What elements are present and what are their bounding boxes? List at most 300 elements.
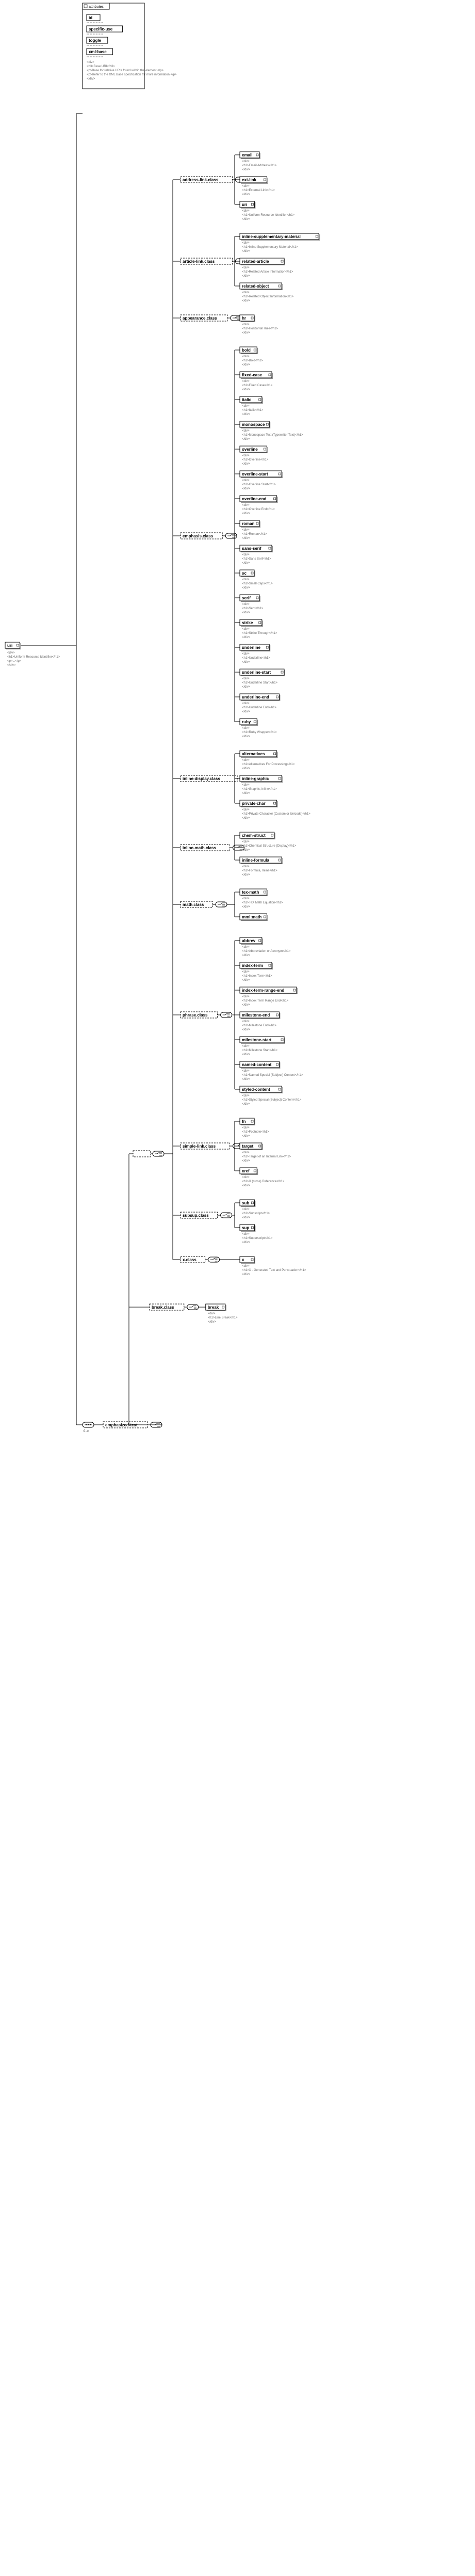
expand-icon[interactable] [281, 260, 283, 262]
element-underline-start-documentation [242, 677, 278, 689]
element-inline-formula-documentation-line: <h1>Formula, Inline</h1> [242, 869, 277, 872]
group-emphasis-class-label: emphasis.class [183, 534, 214, 538]
group-article-link-class-label: article-link.class [183, 259, 215, 264]
element-sc-label: sc [242, 571, 247, 576]
element-x-documentation-line: </div> [242, 1273, 251, 1276]
element-overline-end-documentation-line: <h1>Overline End</h1> [242, 508, 275, 511]
element-inline-formula[interactable] [240, 857, 283, 864]
element-uri-label: uri [242, 202, 248, 207]
element-target-documentation-line: </div> [242, 1159, 251, 1163]
expand-icon[interactable] [222, 1306, 224, 1308]
element-strike-label: strike [242, 621, 253, 625]
element-monospace-documentation [242, 430, 303, 441]
element-overline-start[interactable] [240, 471, 283, 478]
element-underline-documentation-line: <div> [242, 653, 250, 656]
element-serif-documentation-line: <div> [242, 603, 250, 606]
element-italic-label: italic [242, 397, 252, 402]
expand-icon[interactable] [274, 802, 276, 804]
element-ruby-documentation [242, 727, 277, 738]
group-phrase-class-choice [221, 1012, 232, 1017]
element-sc-documentation-line: <div> [242, 578, 250, 581]
element-xref-documentation-line: <h1>X (cross) Reference</h1> [242, 1180, 285, 1183]
expand-icon[interactable] [279, 285, 281, 287]
expand-icon[interactable] [251, 1227, 253, 1229]
element-underline-label: underline [242, 645, 261, 650]
element-target-documentation-line: <div> [242, 1151, 250, 1154]
element-sup[interactable] [240, 1225, 255, 1232]
element-milestone-start-label: milestone-start [242, 1038, 272, 1042]
element-fn-documentation-line: <h1>Footnote</h1> [242, 1131, 269, 1134]
element-index-term-documentation-line: <h1>Index Term</h1> [242, 975, 272, 978]
element-overline-label: overline [242, 447, 258, 452]
element-monospace-documentation-line: <div> [242, 430, 250, 433]
element-underline[interactable] [240, 644, 270, 651]
element-named-content-label: named-content [242, 1062, 272, 1067]
element-inline-graphic-documentation-line: <div> [242, 784, 250, 787]
element-uri-documentation-line: <div> [242, 210, 250, 213]
expand-icon[interactable] [259, 399, 261, 401]
element-underline-start-label: underline-start [242, 670, 271, 675]
element-chem-struct-documentation-line: </div> [242, 849, 251, 852]
group-phrase-class-choice-shape [221, 1012, 232, 1017]
inline-choice [153, 1151, 164, 1156]
element-overline-documentation [242, 454, 269, 466]
element-related-article[interactable] [240, 258, 285, 265]
expand-icon[interactable] [279, 859, 281, 861]
element-milestone-end-documentation [242, 1020, 277, 1031]
element-underline-documentation-line: <h1>Underline</h1> [242, 657, 270, 660]
element-overline-documentation-line: <div> [242, 454, 250, 457]
element-alternatives-documentation [242, 759, 295, 770]
element-overline-start-documentation-line: </div> [242, 487, 251, 490]
element-underline-end-documentation [242, 702, 277, 713]
element-inline-supplementary-material-documentation-line: <div> [242, 242, 250, 245]
element-x[interactable] [240, 1257, 255, 1264]
element-roman-documentation-line: <h1>Roman</h1> [242, 533, 267, 536]
attribute-id: id [89, 15, 93, 20]
expand-icon[interactable] [316, 235, 318, 237]
element-overline-start-documentation-line: <div> [242, 479, 250, 482]
expand-icon[interactable] [259, 940, 261, 942]
element-ext-link-documentation-line: <h1>External Link</h1> [242, 189, 275, 192]
element-related-object[interactable] [240, 283, 283, 290]
element-overline-end-label: overline-end [242, 497, 267, 501]
element-xref[interactable] [240, 1168, 258, 1175]
element-index-term[interactable] [240, 962, 273, 969]
expand-icon[interactable] [279, 473, 281, 475]
group-subsup-class-choice [221, 1213, 232, 1218]
element-inline-supplementary-material-label: inline-supplementary-material [242, 234, 301, 239]
expand-icon[interactable] [293, 989, 296, 991]
element-xref-documentation-line: <div> [242, 1176, 250, 1179]
element-private-char[interactable] [240, 800, 278, 807]
group-simple-link-class-label: simple-link.class [183, 1144, 216, 1149]
element-fn[interactable] [240, 1118, 255, 1125]
break-choice [187, 1305, 199, 1310]
element-private-char-documentation-line: </div> [242, 817, 251, 820]
element-tex-math-documentation-line: <h1>TeX Math Equation</h1> [242, 901, 283, 904]
element-milestone-start-documentation-line: <div> [242, 1045, 250, 1048]
element-sc-documentation-line: <h1>Small Caps</h1> [242, 582, 273, 585]
element-bold-documentation-line: <h1>Bold</h1> [242, 359, 264, 362]
element-fixed-case-documentation-line: </div> [242, 388, 251, 391]
element-related-object-documentation [242, 291, 294, 303]
element-underline-start[interactable] [240, 669, 285, 676]
element-strike-documentation-line: <h1>Strike Through</h1> [242, 632, 277, 635]
attribute-xml-base: xml:base [89, 50, 107, 54]
element-overline-start-documentation-line: <h1>Overline Start</h1> [242, 483, 276, 486]
element-named-content-documentation-line: <h1>Named Special (Subject) Content</h1> [242, 1074, 303, 1077]
expand-icon[interactable] [251, 1259, 253, 1261]
element-underline-documentation-line: </div> [242, 661, 251, 664]
element-index-term-range-end-documentation-line: </div> [242, 1004, 251, 1007]
expand-icon[interactable] [251, 317, 253, 319]
expand-icon[interactable] [256, 597, 258, 599]
group-subsup-class-label: subsup.class [183, 1213, 209, 1218]
element-abbrev-documentation-line: <h1>Abbreviation or Acronym</h1> [242, 950, 291, 953]
element-sup-documentation-line: <h1>Superscript</h1> [242, 1237, 273, 1240]
expand-icon[interactable] [274, 498, 276, 500]
element-monospace-label: monospace [242, 422, 265, 427]
expand-icon[interactable] [264, 916, 266, 918]
expand-icon[interactable] [274, 753, 276, 755]
element-strike-documentation-line: </div> [242, 636, 251, 639]
element-styled-content[interactable] [240, 1086, 283, 1093]
expand-icon[interactable] [269, 374, 271, 376]
group-appearance-class-label: appearance.class [183, 316, 217, 321]
element-x-documentation [242, 1265, 306, 1276]
element-roman-documentation-line: <div> [242, 529, 250, 532]
element-milestone-start[interactable] [240, 1037, 285, 1044]
element-ruby[interactable] [240, 719, 258, 726]
expand-icon[interactable] [256, 154, 258, 156]
group-inline-display-class-label: inline-display.class [183, 776, 220, 781]
root-documentation-line: </div> [7, 664, 16, 667]
element-sans-serif[interactable] [240, 545, 273, 552]
root-documentation-line: <p>...</p> [7, 660, 22, 663]
element-break-label: break [207, 1305, 219, 1310]
element-related-object-label: related-object [242, 284, 269, 289]
root-documentation-line: <h1>Uniform Resource Identifier</h1> [7, 656, 60, 659]
expand-icon[interactable] [264, 448, 266, 450]
element-hr[interactable] [240, 315, 255, 322]
element-strike[interactable] [240, 619, 263, 627]
element-underline-start-documentation-line: </div> [242, 686, 251, 689]
element-break-documentation-line: <div> [207, 1312, 216, 1315]
element-monospace-documentation-line: <h1>Monospace Text (Typewriter Text)</h1> [242, 434, 303, 437]
element-italic-documentation-line: <h1>Italic</h1> [242, 409, 264, 412]
element-styled-content-documentation-line: <div> [242, 1094, 250, 1098]
element-strike-documentation-line: <div> [242, 628, 250, 631]
element-sub[interactable] [240, 1200, 255, 1207]
expand-icon[interactable] [279, 777, 281, 780]
element-italic-documentation-line: </div> [242, 413, 251, 416]
element-ext-link-documentation [242, 185, 275, 196]
element-break-documentation [208, 1312, 238, 1324]
group-inline-math-class-label: inline-math.class [183, 846, 216, 850]
element-fixed-case-documentation-line: <div> [242, 380, 250, 383]
element-tex-math-documentation-line: <div> [242, 897, 250, 900]
element-inline-formula-documentation [242, 865, 277, 877]
expand-icon[interactable] [254, 349, 256, 351]
expand-icon[interactable] [266, 423, 268, 425]
element-sc[interactable] [240, 570, 255, 577]
element-related-object-documentation-line: <div> [242, 291, 250, 294]
element-milestone-end-documentation-line: </div> [242, 1028, 251, 1031]
element-bold-documentation [242, 355, 264, 367]
element-target-label: target [242, 1144, 254, 1149]
element-named-content[interactable] [240, 1061, 280, 1069]
element-milestone-end-documentation-line: <div> [242, 1020, 250, 1023]
element-hr-documentation-line: <div> [242, 323, 250, 326]
element-sup-label: sup [242, 1226, 250, 1230]
element-styled-content-documentation-line: <h1>Styled Special (Subject) Content</h1> [242, 1099, 302, 1102]
element-inline-graphic-documentation-line: <h1>Graphic, Inline</h1> [242, 788, 277, 791]
group-math-class-label: math.class [183, 902, 204, 907]
element-milestone-start-documentation-line: </div> [242, 1053, 251, 1056]
emphasized-text-label: emphasized-text [105, 1423, 138, 1427]
expand-icon[interactable] [259, 622, 261, 624]
element-fn-documentation [242, 1126, 269, 1138]
element-uri-documentation-line: <h1>Uniform Resource Identifier</h1> [242, 214, 295, 217]
element-serif-documentation [242, 603, 264, 614]
element-ext-link-documentation-line: <div> [242, 185, 250, 188]
element-private-char-documentation [242, 808, 310, 820]
element-private-char-label: private-char [242, 801, 266, 806]
root-element-uri-label: uri [7, 643, 13, 648]
element-serif[interactable] [240, 595, 260, 602]
element-bold-label: bold [242, 348, 251, 353]
element-ext-link[interactable] [240, 177, 268, 184]
element-sc-documentation-line: </div> [242, 586, 251, 590]
attributes-documentation-line: <div> [87, 61, 94, 64]
expand-icon[interactable] [266, 646, 268, 648]
element-monospace[interactable] [240, 421, 270, 428]
element-related-object-documentation-line: </div> [242, 299, 251, 303]
group-subsup-class-choice-shape [221, 1213, 232, 1218]
element-uri-documentation [242, 210, 295, 221]
element-overline-end-documentation-line: <div> [242, 504, 250, 507]
attributes-documentation-line: <h3>Base URI</h3> [87, 65, 115, 68]
expand-icon[interactable] [251, 572, 253, 574]
element-hr-label: hr [242, 316, 246, 321]
group-math-class-choice [216, 902, 227, 907]
element-underline-end[interactable] [240, 694, 280, 701]
expand-icon[interactable] [281, 671, 283, 673]
root-element-uri[interactable] [5, 642, 21, 649]
element-index-term-documentation [242, 971, 272, 982]
element-sans-serif-documentation-line: <div> [242, 553, 250, 556]
element-tex-math-label: tex-math [242, 890, 259, 895]
attributes-documentation-line: <p>Base for relative URIs found within the element.</p> [87, 69, 164, 72]
attributes-documentation-line: <p>Refer to the XML Base specification for more information.</p> [87, 73, 177, 76]
element-roman-documentation [242, 529, 267, 540]
element-index-term-documentation-line: <div> [242, 971, 250, 974]
group-x-class-choice-shape [208, 1257, 220, 1262]
group-break-class-label: break.class [152, 1305, 174, 1310]
element-sub-documentation-line: <div> [242, 1208, 250, 1211]
element-roman[interactable] [240, 520, 260, 528]
inline-group-box[interactable] [133, 1151, 151, 1157]
expand-icon[interactable] [259, 1145, 261, 1147]
sequence-dot [86, 1424, 87, 1425]
element-related-object-documentation-line: <h1>Related Object Information</h1> [242, 295, 294, 298]
root-sequence [83, 1422, 94, 1427]
element-bold-documentation-line: <div> [242, 355, 250, 358]
element-hr-documentation-line: </div> [242, 331, 251, 335]
sequence-dot [88, 1424, 89, 1425]
element-index-term-label: index-term [242, 963, 263, 968]
element-fixed-case[interactable] [240, 372, 273, 379]
element-sup-documentation-line: </div> [242, 1241, 251, 1244]
group-address-link-class-label: address-link.class [183, 178, 219, 182]
element-break[interactable] [206, 1304, 226, 1311]
element-xref-documentation-line: </div> [242, 1184, 251, 1187]
element-overline[interactable] [240, 446, 268, 453]
element-tex-math[interactable] [240, 889, 268, 896]
expand-icon[interactable] [254, 721, 256, 723]
element-fixed-case-documentation [242, 380, 273, 391]
element-sc-documentation [242, 578, 273, 590]
element-uri[interactable] [240, 201, 255, 209]
element-ext-link-documentation-line: </div> [242, 193, 251, 196]
expand-icon[interactable] [276, 1014, 278, 1016]
expand-icon[interactable] [251, 1120, 253, 1122]
element-fn-documentation-line: </div> [242, 1135, 251, 1138]
group-x-class-label: x.class [183, 1258, 196, 1262]
expand-icon[interactable] [17, 644, 19, 646]
element-inline-graphic-documentation-line: </div> [242, 792, 251, 795]
element-inline-graphic-documentation [242, 784, 277, 795]
element-sans-serif-documentation-line: <h1>Sans Serif</h1> [242, 558, 271, 561]
root-documentation [7, 651, 60, 667]
element-underline-end-label: underline-end [242, 695, 269, 699]
expand-icon[interactable] [269, 547, 271, 549]
element-target[interactable] [240, 1143, 263, 1150]
element-inline-supplementary-material[interactable] [240, 233, 320, 241]
element-mml-math-label: mml:math [242, 915, 262, 919]
element-chem-struct-documentation-line: <h1>Chemical Structure (Display)</h1> [242, 845, 297, 848]
element-alternatives-label: alternatives [242, 752, 265, 756]
element-x-label: x [242, 1258, 244, 1262]
expand-icon[interactable] [251, 203, 253, 205]
element-milestone-end-documentation-line: <h1>Milestone End</h1> [242, 1024, 277, 1027]
element-index-term-range-end-documentation-line: <div> [242, 995, 250, 998]
element-sup-documentation-line: <div> [242, 1233, 250, 1236]
attributes-header: attributes [89, 5, 104, 9]
element-fixed-case-documentation-line: <h1>Fixed Case</h1> [242, 384, 273, 387]
element-milestone-end-label: milestone-end [242, 1013, 270, 1017]
element-monospace-documentation-line: </div> [242, 438, 251, 441]
element-related-article-documentation-line: <div> [242, 266, 250, 269]
element-italic[interactable] [240, 396, 263, 404]
element-abbrev-documentation [242, 946, 291, 957]
expand-icon[interactable] [281, 1039, 283, 1041]
element-related-article-label: related-article [242, 259, 269, 264]
element-sub-label: sub [242, 1201, 250, 1205]
sequence-occurrence: 0..∞ [84, 1430, 89, 1433]
expand-icon[interactable] [271, 834, 273, 836]
element-sup-documentation [242, 1233, 273, 1244]
expand-icon[interactable] [276, 696, 278, 698]
inline-choice-shape [153, 1151, 164, 1156]
element-sub-documentation-line: <h1>Subscript</h1> [242, 1212, 270, 1215]
group-math-class-choice-shape [216, 902, 227, 907]
element-related-article-documentation-line: <h1>Related Article Information</h1> [242, 271, 293, 274]
element-email-documentation [242, 160, 277, 171]
element-break-documentation-line: </div> [207, 1321, 217, 1324]
element-email-documentation-line: </div> [242, 168, 251, 171]
element-overline-start-label: overline-start [242, 472, 268, 476]
element-roman-documentation-line: </div> [242, 537, 251, 540]
element-index-term-range-end-documentation [242, 995, 289, 1007]
element-related-article-documentation-line: </div> [242, 275, 251, 278]
element-milestone-start-documentation-line: <h1>Milestone Start</h1> [242, 1049, 278, 1052]
element-mml-math[interactable] [240, 914, 268, 921]
attributes-documentation-line: </div> [87, 77, 95, 81]
element-underline-end-documentation-line: <div> [242, 702, 250, 705]
element-overline-documentation-line: <h1>Overline</h1> [242, 458, 269, 462]
element-email-label: email [242, 153, 253, 157]
element-strike-documentation [242, 628, 277, 639]
expand-icon[interactable] [254, 1170, 256, 1172]
element-fn-documentation-line: <div> [242, 1126, 250, 1130]
element-chem-struct[interactable] [240, 832, 275, 839]
element-bold[interactable] [240, 347, 258, 354]
element-inline-graphic-label: inline-graphic [242, 776, 269, 781]
element-index-term-documentation-line: </div> [242, 979, 251, 982]
element-x-documentation-line: <div> [242, 1265, 250, 1268]
element-hr-documentation [242, 323, 279, 335]
element-alternatives[interactable] [240, 751, 278, 758]
element-inline-graphic[interactable] [240, 775, 283, 783]
element-milestone-start-documentation [242, 1045, 278, 1056]
collapse-icon[interactable] [84, 5, 87, 8]
element-abbrev-documentation-line: </div> [242, 954, 251, 957]
element-index-term-range-end[interactable] [240, 987, 298, 994]
element-ext-link-label: ext-link [242, 178, 257, 182]
element-styled-content-documentation [242, 1094, 302, 1106]
expand-icon[interactable] [251, 1202, 253, 1204]
element-sub-documentation [242, 1208, 270, 1219]
element-abbrev[interactable] [240, 937, 263, 945]
element-tex-math-documentation-line: </div> [242, 905, 251, 909]
element-uri-documentation-line: </div> [242, 218, 251, 221]
expand-icon[interactable] [256, 522, 258, 524]
element-fixed-case-label: fixed-case [242, 373, 263, 377]
element-target-documentation-line: <h1>Target of an Internal Link</h1> [242, 1155, 291, 1158]
expand-icon[interactable] [264, 179, 266, 181]
expand-icon[interactable] [279, 1088, 281, 1090]
element-underline-end-documentation-line: </div> [242, 710, 251, 713]
element-serif-documentation-line: <h1>Serif</h1> [242, 607, 264, 610]
element-target-documentation [242, 1151, 291, 1163]
element-milestone-end[interactable] [240, 1012, 280, 1019]
element-inline-formula-documentation-line: </div> [242, 873, 251, 877]
element-private-char-documentation-line: <h1>Private Character (Custom or Unicode)</h1> [242, 813, 310, 816]
element-sans-serif-label: sans-serif [242, 546, 261, 551]
element-overline-end[interactable] [240, 496, 278, 503]
element-named-content-documentation-line: <div> [242, 1070, 250, 1073]
element-sans-serif-documentation-line: </div> [242, 562, 251, 565]
expand-icon[interactable] [276, 1063, 278, 1066]
expand-icon[interactable] [269, 964, 271, 966]
element-serif-documentation-line: </div> [242, 611, 251, 614]
element-email[interactable] [240, 152, 260, 159]
element-inline-supplementary-material-documentation [242, 242, 298, 253]
expand-icon[interactable] [264, 891, 266, 893]
element-serif-label: serif [242, 596, 251, 600]
